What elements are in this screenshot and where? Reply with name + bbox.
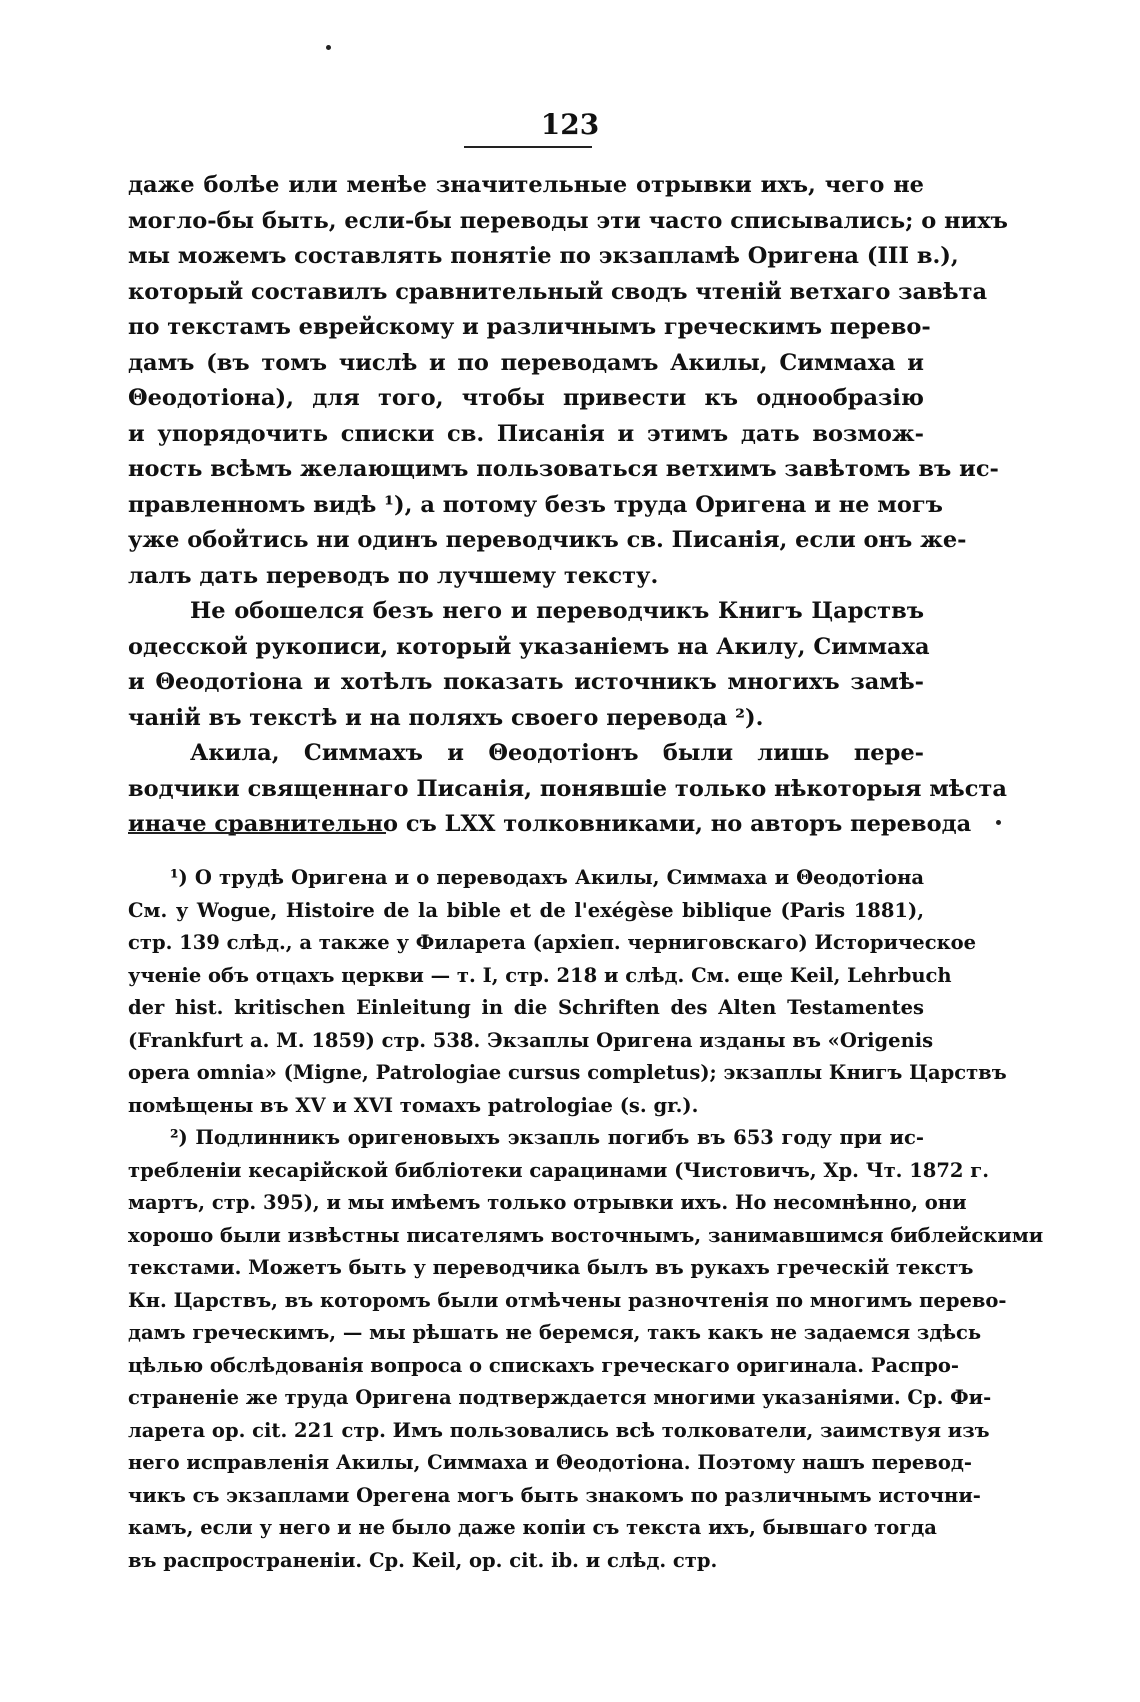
text-line: Акила, Симмахъ и Θеодотіонъ были лишь пере- [190, 740, 924, 766]
footnote-line: ¹) О трудѣ Оригена и о переводахъ Акилы, Симмаха и Θеодотіона [170, 866, 924, 889]
main-text [128, 168, 1008, 843]
text-line: Не обошелся безъ него и переводчикъ Книгъ Царствъ [190, 598, 924, 624]
footnote-line: помѣщены въ XV и XVI томахъ patrologiae (s. gr.). [128, 1093, 699, 1117]
text-line: могло-бы быть, если-бы переводы эти часто списывались; о нихъ [128, 207, 1008, 234]
footnote-line: стр. 139 слѣд., а также у Филарета (архіеп. черниговскаго) Историческое [128, 931, 977, 954]
text-line: и упорядочить списки св. Писанія и этимъ дать возмож- [128, 420, 924, 447]
text-line: Θеодотіона), для того, чтобы привести къ однообразію [128, 385, 924, 411]
text-line: лалъ дать переводъ по лучшему тексту. [128, 562, 659, 589]
footnote-line: opera omnia» (Migne, Patrologiae cursus completus); экзаплы Книгъ Царствъ [128, 1061, 1007, 1084]
text-line: одесской рукописи, который указаніемъ на Акилу, Симмаха [128, 633, 930, 660]
footnote-line: ²) Подлинникъ оригеновыхъ экзапль погибъ въ 653 году при ис- [170, 1126, 924, 1149]
page-number: 123 [540, 108, 600, 141]
footnote-separator [128, 832, 386, 834]
text-line: мы можемъ составлять понятіе по экзапламѣ Оригена (III в.), [128, 243, 959, 269]
text-line: уже обойтись ни одинъ переводчикъ св. Писанія, если онъ же- [128, 527, 967, 553]
footnote-line: См. у Wogue, Histoire de la bible et de l'exégèse biblique (Paris 1881), [128, 898, 924, 922]
footnote-line: ларета op. cit. 221 стр. Имъ пользовались всѣ толкователи, заимствуя изъ [128, 1418, 990, 1442]
footnote-line: der hist. kritischen Einleitung in die Schriften des Alten Testamentes [128, 996, 924, 1019]
text-line: и Θеодотіона и хотѣлъ показать источникъ многихъ замѣ- [128, 669, 924, 695]
footnote-line: въ распространеніи. Ср. Keil, op. cit. ib. и слѣд. стр. [128, 1548, 718, 1572]
footnote-line: Кн. Царствъ, въ которомъ были отмѣчены разночтенія по многимъ перево- [128, 1288, 1007, 1312]
footnotes [128, 862, 1044, 1577]
text-line: который составилъ сравнительный сводъ чтеній ветхаго завѣта [128, 278, 988, 305]
scan-speck [326, 45, 331, 50]
footnote-line: требленіи кесарійской библіотеки сарацинами (Чистовичъ, Хр. Чт. 1872 г. [128, 1158, 990, 1182]
text-line: водчики священнаго Писанія, понявшіе только нѣкоторыя мѣста [128, 775, 1007, 802]
footnote-line: цѣлью обслѣдованія вопроса о спискахъ греческаго оригинала. Распро- [128, 1353, 959, 1377]
footnote-line: (Frankfurt a. M. 1859) стр. 538. Экзаплы Оригена изданы въ «Origenis [128, 1028, 934, 1052]
text-line: иначе сравнительно съ LXX толковниками, но авторъ перевода [128, 811, 972, 837]
text-line: дамъ (въ томъ числѣ и по переводамъ Акилы, Симмаха и [128, 349, 924, 376]
text-line: по текстамъ еврейскому и различнымъ греческимъ перево- [128, 314, 931, 340]
text-line: ность всѣмъ желающимъ пользоваться ветхимъ завѣтомъ въ ис- [128, 456, 999, 482]
text-line: даже болѣе или менѣе значительные отрывки ихъ, чего не [128, 172, 924, 198]
scan-speck [996, 820, 1001, 825]
text-line: чаній въ текстѣ и на поляхъ своего перевода ²). [128, 704, 764, 731]
footnote-line: текстами. Можетъ быть у переводчика былъ въ рукахъ греческій текстъ [128, 1256, 974, 1279]
footnote-line: ученіе объ отцахъ церкви — т. I, стр. 218 и слѣд. См. еще Keil, Lehrbuch [128, 963, 952, 987]
text-line: правленномъ видѣ ¹), а потому безъ труда Оригена и не могъ [128, 491, 943, 518]
footnote-line: дамъ греческимъ, — мы рѣшать не беремся, такъ какъ не задаемся здѣсь [128, 1321, 982, 1344]
footnote-line: чикъ съ экзаплами Орегена могъ быть знакомъ по различнымъ источни- [128, 1483, 981, 1507]
footnote-line: камъ, если у него и не было даже копіи съ текста ихъ, бывшаго тогда [128, 1516, 937, 1539]
footnote-line: него исправленія Акилы, Симмаха и Θеодотіона. Поэтому нашъ перевод- [128, 1451, 972, 1474]
header-rule [464, 146, 592, 148]
footnote-line: мартъ, стр. 395), и мы имѣемъ только отрывки ихъ. Но несомнѣнно, они [128, 1191, 967, 1214]
footnote-line: страненіе же труда Оригена подтверждается многими указаніями. Ср. Фи- [128, 1386, 992, 1409]
footnote-line: хорошо были извѣстны писателямъ восточнымъ, занимавшимся библейскими [128, 1223, 1044, 1247]
